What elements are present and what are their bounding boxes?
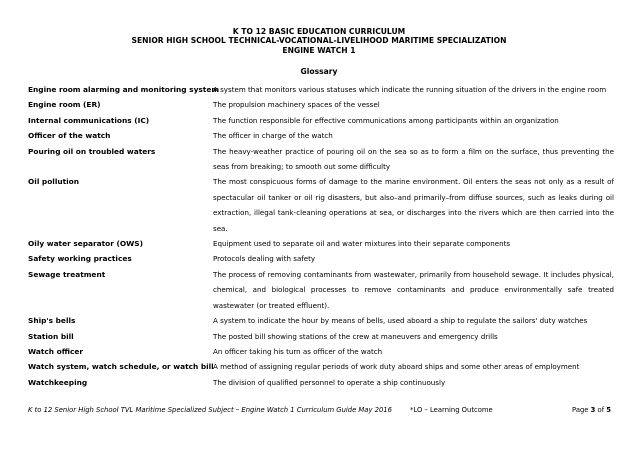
glossary-term: Engine room alarming and monitoring system: [28, 85, 220, 94]
footer-legend: *LO – Learning Outcome: [410, 406, 493, 414]
glossary-definition: The most conspicuous forms of damage to the marine environment. Oil enters the seas not only as a result of spectacular oil tanker or oil rig disasters, but also–and primarily–from diffuse sources, such as leaks during oil extraction, illegal tank-cleaning operations at sea, or discharges into the rivers which are then carried into the sea.: [213, 177, 614, 233]
glossary-definition: An officer taking his turn as officer of the watch: [213, 346, 383, 356]
glossary-row: [28, 359, 614, 374]
glossary-list: [28, 82, 614, 390]
glossary-row: [28, 375, 614, 390]
glossary-definition: A method of assigning regular periods of work duty aboard ships and some other areas of employment: [213, 362, 580, 372]
glossary-definition: The process of removing contaminants from wastewater, primarily from household sewage. It includes physical, chemical, and biological processes to remove contaminants and produce environmentally safe treated wastewater (or treated effluent).: [213, 269, 614, 310]
header-line-1: K TO 12 BASIC EDUCATION CURRICULUM: [232, 27, 406, 36]
header-line-3: ENGINE WATCH 1: [282, 45, 356, 55]
page-of: of: [595, 406, 607, 414]
glossary-definition: The propulsion machinery spaces of the vessel: [213, 100, 380, 110]
page-footer: [28, 406, 611, 418]
glossary-term: Watchkeeping: [28, 377, 88, 387]
glossary-term: Safety working practices: [28, 254, 132, 264]
page-number: [572, 406, 611, 414]
glossary-title: Glossary: [300, 67, 338, 76]
glossary-row: [28, 113, 614, 128]
glossary-term: Internal communications (IC): [28, 115, 150, 125]
glossary-row: [28, 128, 614, 143]
glossary-definition: The function responsible for effective communications among participants within an organization: [213, 115, 559, 125]
glossary-row: [28, 97, 614, 112]
glossary-term: Oil pollution: [28, 177, 80, 187]
glossary-definition: A system to indicate the hour by means of bells, used aboard a ship to regulate the sailors' duty watches: [213, 316, 588, 326]
glossary-term: Sewage treatment: [28, 269, 106, 279]
page-total: 5: [606, 406, 611, 414]
glossary-term: Watch officer: [28, 346, 83, 356]
glossary-term: Ship's bells: [28, 316, 76, 326]
glossary-definition: The posted bill showing stations of the crew at maneuvers and emergency drills: [213, 331, 498, 341]
glossary-term: Engine room (ER): [28, 100, 101, 110]
document-header: [0, 27, 638, 55]
glossary-row: [28, 344, 614, 359]
glossary-row: [28, 174, 614, 236]
header-line-2: SENIOR HIGH SCHOOL TECHNICAL-VOCATIONAL-LIVELIHOOD MARITIME SPECIALIZATION: [131, 36, 507, 46]
glossary-term: Watch system, watch schedule, or watch bill: [28, 362, 214, 372]
glossary-definition: A system that monitors various statuses which indicate the running situation of the drivers in the engine room: [213, 85, 607, 94]
footer-guide-title: K to 12 Senior High School TVL Maritime Specialized Subject – Engine Watch 1 Curriculum Guide May 2016: [28, 406, 392, 414]
glossary-term: Pouring oil on troubled waters: [28, 146, 156, 156]
glossary-definition: The officer in charge of the watch: [213, 131, 333, 141]
page-prefix: Page: [572, 406, 591, 414]
glossary-term: Officer of the watch: [28, 131, 111, 141]
page-current: 3: [590, 406, 596, 414]
glossary-term: Station bill: [28, 331, 74, 341]
glossary-row: [28, 144, 614, 175]
glossary-row: [28, 267, 614, 313]
glossary-definition: The heavy-weather practice of pouring oil on the sea so as to form a film on the surface, thus preventing the seas from breaking; to smooth out some difficulty: [213, 146, 614, 172]
glossary-row: [28, 82, 614, 97]
glossary-row: [28, 251, 614, 266]
glossary-row: [28, 313, 614, 328]
glossary-row: [28, 236, 614, 251]
glossary-term: Oily water separator (OWS): [28, 239, 143, 249]
glossary-definition: Protocols dealing with safety: [213, 254, 316, 264]
glossary-definition: The division of qualified personnel to operate a ship continuously: [213, 377, 446, 387]
glossary-row: [28, 329, 614, 344]
glossary-definition: Equipment used to separate oil and water mixtures into their separate components: [213, 239, 511, 249]
